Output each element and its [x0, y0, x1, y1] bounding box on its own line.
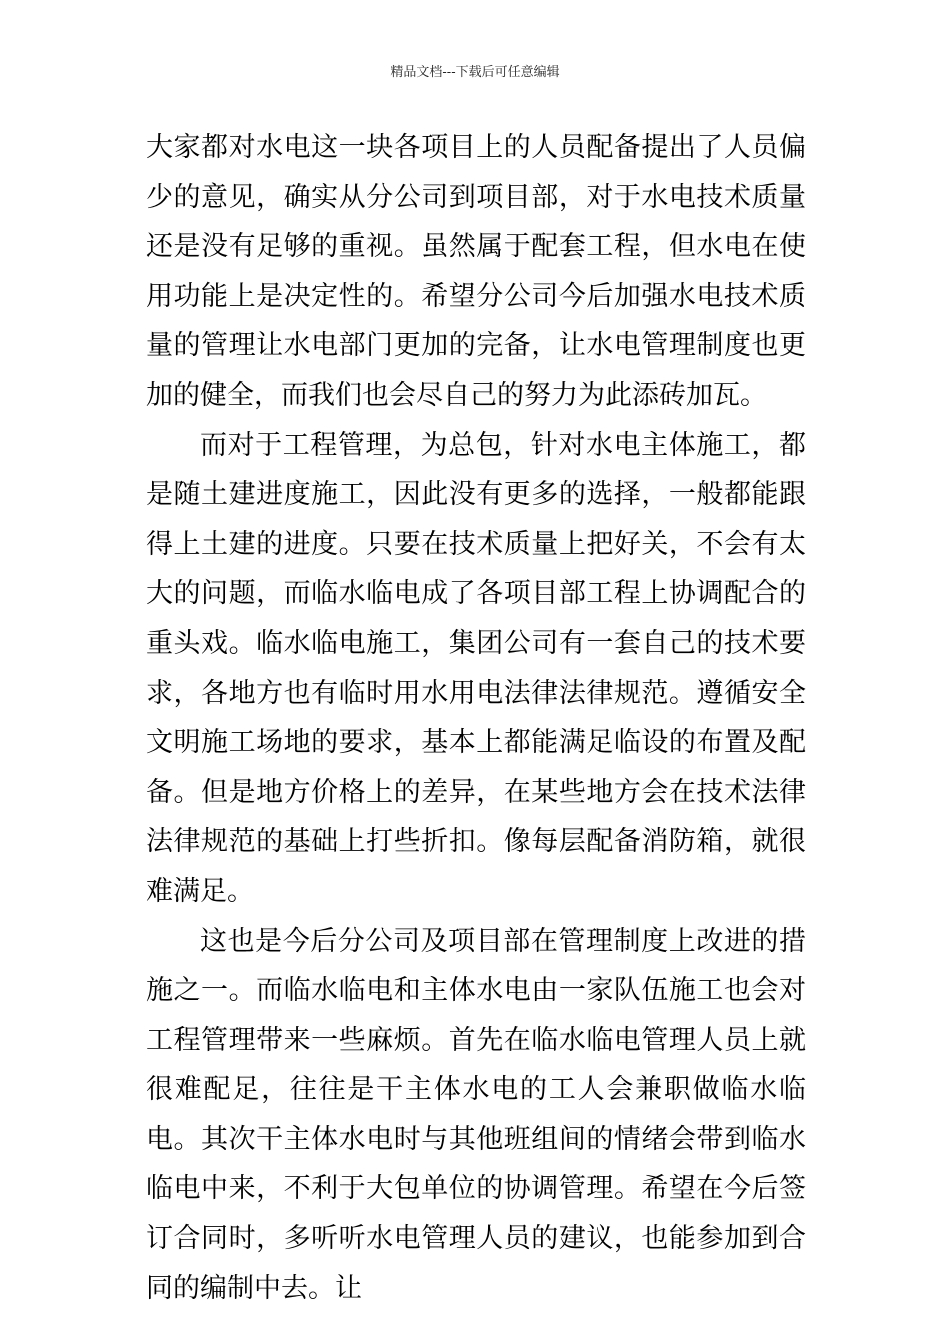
page-header: 精品文档---下载后可任意编辑 [390, 65, 560, 80]
paragraph-3: 这也是今后分公司及项目部在管理制度上改进的措施之一。而临水临电和主体水电由一家队伍施工也会对工程管理带来一些麻烦。首先在临水临电管理人员上就很难配足，往往是干主体水电的工人会兼职做临水临电。其次干主体水电时与其他班组间的情绪会带到临水临电中来，不利于大包单位的协调管理。希望在今后签订合同时，多听听水电管理人员的建议，也能参加到合同的编制中去。让 [146, 925, 806, 1304]
paragraph-1: 大家都对水电这一块各项目上的人员配备提出了人员偏少的意见，确实从分公司到项目部，对于水电技术质量还是没有足够的重视。虽然属于配套工程，但水电在使用功能上是决定性的。希望分公司今后加强水电技术质量的管理让水电部门更加的完备，让水电管理制度也更加的健全，而我们也会尽自己的努力为此添砖加瓦。 [146, 132, 806, 411]
document-body [146, 123, 806, 1313]
paragraph-2: 而对于工程管理，为总包，针对水电主体施工，都是随土建进度施工，因此没有更多的选择，一般都能跟得上土建的进度。只要在技术质量上把好关，不会有太大的问题，而临水临电成了各项目部工程上协调配合的重头戏。临水临电施工，集团公司有一套自己的技术要求，各地方也有临时用水用电法律法律规范。遵循安全文明施工场地的要求，基本上都能满足临设的布置及配备。但是地方价格上的差异，在某些地方会在技术法律法律规范的基础上打些折扣。像每层配备消防箱，就很难满足。 [146, 429, 806, 907]
